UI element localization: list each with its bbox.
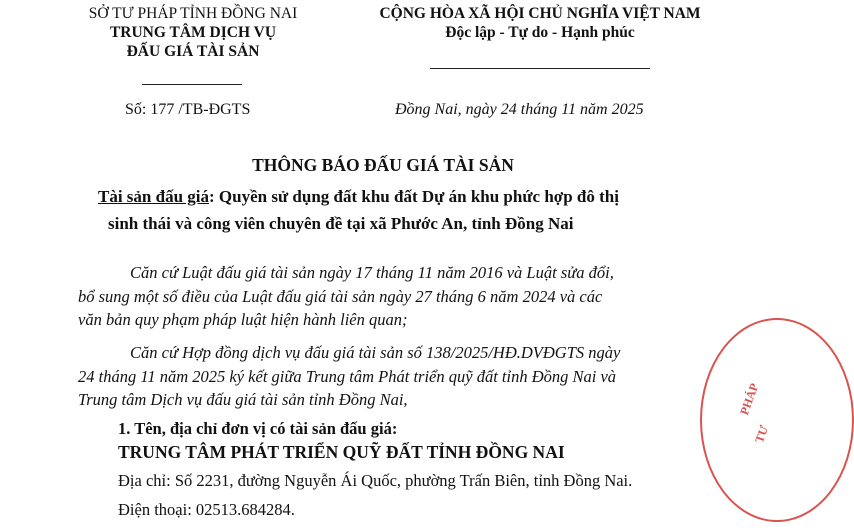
national-title: CỘNG HÒA XÃ HỘI CHỦ NGHĨA VIỆT NAM — [379, 5, 701, 22]
motto-underline — [430, 68, 650, 69]
national-motto: Độc lập - Tự do - Hạnh phúc — [445, 24, 635, 41]
para1-line3: văn bản quy phạm pháp luật hiện hành liên quan; — [78, 310, 408, 329]
para2-line1: Căn cứ Hợp đồng dịch vụ đấu giá tài sản số 138/2025/HĐ.DVĐGTS ngày — [130, 343, 621, 362]
legal-basis-paragraph-1 — [78, 261, 614, 332]
para1-line2: bổ sung một số điều của Luật đấu giá tài sản ngày 27 tháng 6 năm 2024 và các — [78, 286, 603, 306]
national-header — [335, 4, 745, 42]
seal-text-1: PHÁP — [737, 381, 762, 417]
official-seal — [700, 318, 854, 522]
para2-line3: Trung tâm Dịch vụ đấu giá tài sản tỉnh Đồng Nai, — [78, 390, 408, 409]
asset-line2: sinh thái và công viên chuyên đề tại xã Phước An, tỉnh Đồng Nai — [108, 214, 574, 233]
agency-parent: SỞ TƯ PHÁP TỈNH ĐỒNG NAI — [88, 5, 298, 22]
agency-name-line1: TRUNG TÂM DỊCH VỤ — [109, 24, 277, 41]
agency-name-line2: ĐẤU GIÁ TÀI SẢN — [126, 43, 260, 60]
issuing-agency-header — [58, 4, 328, 61]
section-1-heading: 1. Tên, địa chỉ đơn vị có tài sản đấu giá: — [118, 419, 398, 438]
para2-line2: 24 tháng 11 năm 2025 ký kết giữa Trung tâm Phát triển quỹ đất tỉnh Đồng Nai và — [78, 366, 617, 386]
document-title: THÔNG BÁO ĐẤU GIÁ TÀI SẢN — [252, 155, 514, 175]
owner-phone: Điện thoại: 02513.684284. — [118, 500, 295, 519]
agency-underline — [142, 84, 242, 85]
owner-organization-name: TRUNG TÂM PHÁT TRIỂN QUỸ ĐẤT TỈNH ĐỒNG NAI — [118, 442, 565, 462]
document-number: Số: 177 /TB-ĐGTS — [125, 101, 251, 118]
seal-text-2: TƯ — [752, 423, 772, 445]
legal-basis-paragraph-2 — [78, 341, 620, 412]
owner-address: Địa chỉ: Số 2231, đường Nguyễn Ái Quốc, phường Trấn Biên, tỉnh Đồng Nai. — [118, 471, 633, 490]
para1-line1: Căn cứ Luật đấu giá tài sản ngày 17 tháng 11 năm 2016 và Luật sửa đổi, — [130, 263, 614, 282]
asset-description — [98, 183, 698, 237]
asset-label: Tài sản đấu giá — [98, 187, 210, 206]
asset-line1: : Quyền sử dụng đất khu đất Dự án khu phức hợp đô thị — [209, 187, 619, 206]
place-date: Đồng Nai, ngày 24 tháng 11 năm 2025 — [395, 101, 644, 118]
